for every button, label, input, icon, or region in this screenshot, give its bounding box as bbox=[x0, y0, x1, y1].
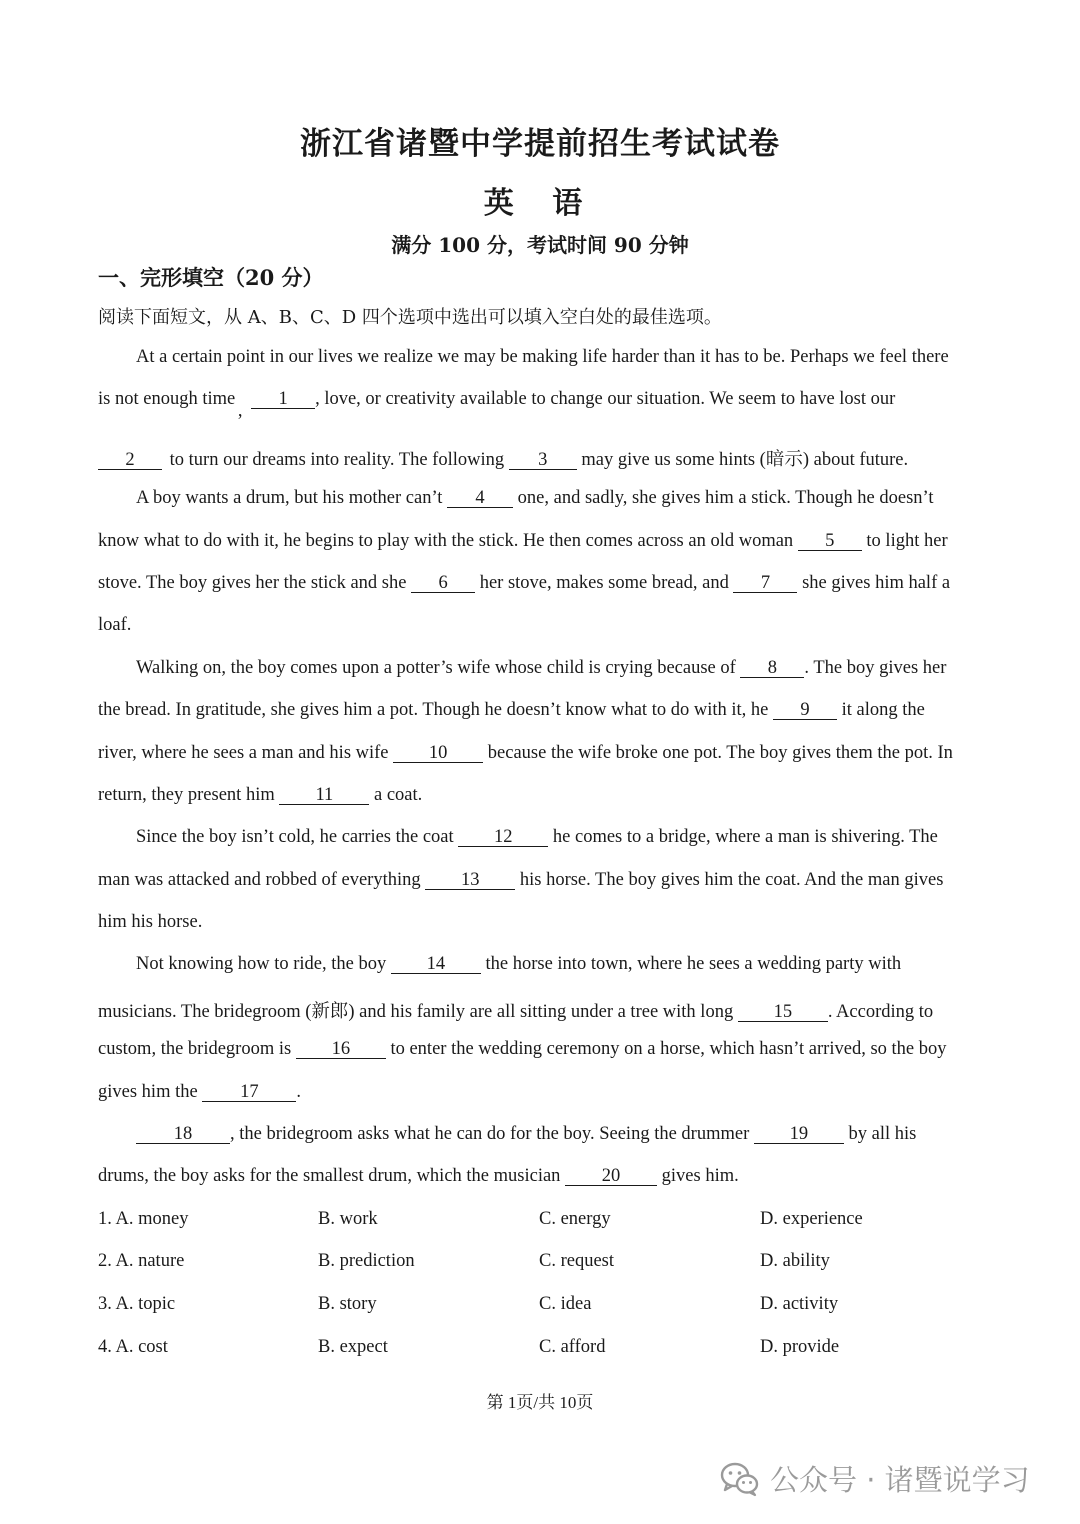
passage-line bbox=[98, 1082, 301, 1103]
option-3b: B. story bbox=[318, 1294, 377, 1314]
passage-line bbox=[136, 658, 946, 679]
passage-line bbox=[98, 743, 953, 764]
passage-line bbox=[136, 827, 938, 848]
passage-text: , bbox=[237, 401, 243, 421]
passage-text: , love, or creativity available to change our situation. We seem to have lost our bbox=[315, 389, 896, 409]
option-1d: D. experience bbox=[760, 1209, 863, 1229]
passage-text: it along the bbox=[841, 700, 925, 720]
passage-text: by all his bbox=[848, 1124, 917, 1144]
passage-line bbox=[98, 573, 950, 594]
passage-text: his horse. The boy gives him the coat. And the man gives bbox=[519, 870, 944, 890]
passage-text: she gives him half a bbox=[802, 573, 951, 593]
passage-text: one, and sadly, she gives him a stick. Though he doesn’t bbox=[517, 488, 934, 508]
passage-text: man was attacked and robbed of everything bbox=[98, 870, 421, 890]
passage-text: return, they present him bbox=[98, 785, 275, 805]
passage-line bbox=[136, 347, 949, 368]
option-2a: 2. A. nature bbox=[98, 1251, 185, 1271]
passage-text: Walking on, the boy comes upon a potter’s wife whose child is crying because of bbox=[136, 658, 736, 678]
passage-line bbox=[98, 615, 131, 636]
passage-line bbox=[98, 389, 896, 421]
passage-text: Not knowing how to ride, the boy bbox=[136, 954, 387, 974]
passage-text: to light her bbox=[866, 531, 948, 551]
blank-16: 16 bbox=[296, 1041, 386, 1059]
blank-12: 12 bbox=[458, 829, 548, 847]
blank-11: 11 bbox=[279, 787, 369, 805]
passage-text: A boy wants a drum, but his mother can’t bbox=[136, 488, 443, 508]
passage-line bbox=[98, 1166, 739, 1187]
option-1b: B. work bbox=[318, 1209, 378, 1229]
watermark-text: 公众号 · 诸暨说学习 bbox=[770, 1463, 1030, 1497]
passage-text: At a certain point in our lives we realize we may be making life harder than it has to be. Perhaps we feel there bbox=[136, 347, 949, 367]
passage-line bbox=[136, 1124, 916, 1145]
blank-9: 9 bbox=[773, 702, 837, 720]
score-info: 满分 100 分，考试时间 90 分钟 bbox=[391, 233, 689, 257]
passage-text: her stove, makes some bread, and bbox=[479, 573, 729, 593]
blank-8: 8 bbox=[740, 660, 804, 678]
passage-text: know what to do with it, he begins to play with the stick. He then comes across an old woman bbox=[98, 531, 794, 551]
option-2c: C. request bbox=[539, 1251, 615, 1271]
option-4a: 4. A. cost bbox=[98, 1337, 168, 1357]
passage-text: to turn our dreams into reality. The following bbox=[169, 450, 505, 470]
option-3d: D. activity bbox=[760, 1294, 839, 1314]
passage-text: drums, the boy asks for the smallest drum, which the musician bbox=[98, 1166, 561, 1186]
passage-text: is not enough time bbox=[98, 389, 236, 409]
passage-text: to enter the wedding ceremony on a horse, which hasn’t arrived, so the boy bbox=[390, 1039, 947, 1059]
passage-text: him his horse. bbox=[98, 912, 203, 932]
passage-line bbox=[98, 445, 908, 471]
blank-14: 14 bbox=[391, 956, 481, 974]
passage-text: , the bridegroom asks what he can do for the boy. Seeing the drummer bbox=[230, 1124, 750, 1144]
option-4d: D. provide bbox=[760, 1337, 840, 1357]
passage-text: Since the boy isn’t cold, he carries the coat bbox=[136, 827, 454, 847]
passage-text: gives him. bbox=[661, 1166, 739, 1186]
passage-line bbox=[98, 531, 948, 552]
blank-15: 15 bbox=[738, 1004, 828, 1022]
passage-line bbox=[98, 997, 933, 1023]
passage-text: the horse into town, where he sees a wedding party with bbox=[485, 954, 902, 974]
passage-text: . The boy gives her bbox=[804, 658, 947, 678]
passage-text: . bbox=[296, 1082, 301, 1102]
blank-18: 18 bbox=[136, 1126, 230, 1144]
option-4c: C. afford bbox=[539, 1337, 606, 1357]
passage-line bbox=[98, 700, 925, 721]
passage-text: a coat. bbox=[373, 785, 423, 805]
option-3c: C. idea bbox=[539, 1294, 592, 1314]
passage-text: river, where he sees a man and his wife bbox=[98, 743, 389, 763]
option-2b: B. prediction bbox=[318, 1251, 415, 1271]
passage-text: he comes to a bridge, where a man is shivering. The bbox=[552, 827, 938, 847]
option-1a: 1. A. money bbox=[98, 1209, 189, 1229]
section-heading: 一、完形填空（20 分） bbox=[98, 265, 324, 290]
blank-5: 5 bbox=[798, 533, 862, 551]
blank-20: 20 bbox=[565, 1168, 657, 1186]
blank-6: 6 bbox=[411, 575, 475, 593]
blank-17: 17 bbox=[202, 1084, 296, 1102]
blank-4: 4 bbox=[447, 490, 513, 508]
passage-text: gives him the bbox=[98, 1082, 198, 1102]
page-number: 第 1页/共 10页 bbox=[486, 1393, 594, 1412]
option-1c: C. energy bbox=[539, 1209, 611, 1229]
passage-text: stove. The boy gives her the stick and she bbox=[98, 573, 407, 593]
passage-text: musicians. The bridegroom (新郎) and his family are all sitting under a tree with long bbox=[98, 1002, 734, 1022]
passage-line bbox=[136, 488, 934, 509]
passage-text: may give us some hints (暗示) about future. bbox=[581, 450, 909, 470]
passage-text: . According to bbox=[827, 1002, 934, 1022]
passage-line bbox=[136, 954, 901, 975]
blank-10: 10 bbox=[393, 745, 483, 763]
blank-19: 19 bbox=[754, 1126, 844, 1144]
passage-line bbox=[98, 1039, 947, 1060]
blank-3: 3 bbox=[509, 452, 577, 470]
option-2d: D. ability bbox=[760, 1251, 830, 1271]
passage-line bbox=[98, 912, 202, 933]
passage-text: custom, the bridegroom is bbox=[98, 1039, 292, 1059]
passage-line bbox=[98, 785, 422, 806]
passage-text: loaf. bbox=[98, 615, 132, 635]
passage-line bbox=[98, 870, 943, 891]
wechat-icon bbox=[720, 1461, 760, 1497]
passage-text: because the wife broke one pot. The boy gives them the pot. In bbox=[487, 743, 953, 763]
option-3a: 3. A. topic bbox=[98, 1294, 176, 1314]
section-instruction: 阅读下面短文，从 A、B、C、D 四个选项中选出可以填入空白处的最佳选项。 bbox=[98, 307, 722, 328]
exam-title: 浙江省诸暨中学提前招生考试试卷 bbox=[300, 126, 780, 162]
option-4b: B. expect bbox=[318, 1337, 388, 1357]
blank-1: 1 bbox=[251, 391, 315, 409]
blank-13: 13 bbox=[425, 872, 515, 890]
subject-title: 英 语 bbox=[483, 186, 597, 221]
blank-2: 2 bbox=[98, 452, 162, 470]
blank-7: 7 bbox=[733, 575, 797, 593]
watermark bbox=[720, 1458, 1030, 1499]
passage-text: the bread. In gratitude, she gives him a pot. Though he doesn’t know what to do with it, he bbox=[98, 700, 769, 720]
